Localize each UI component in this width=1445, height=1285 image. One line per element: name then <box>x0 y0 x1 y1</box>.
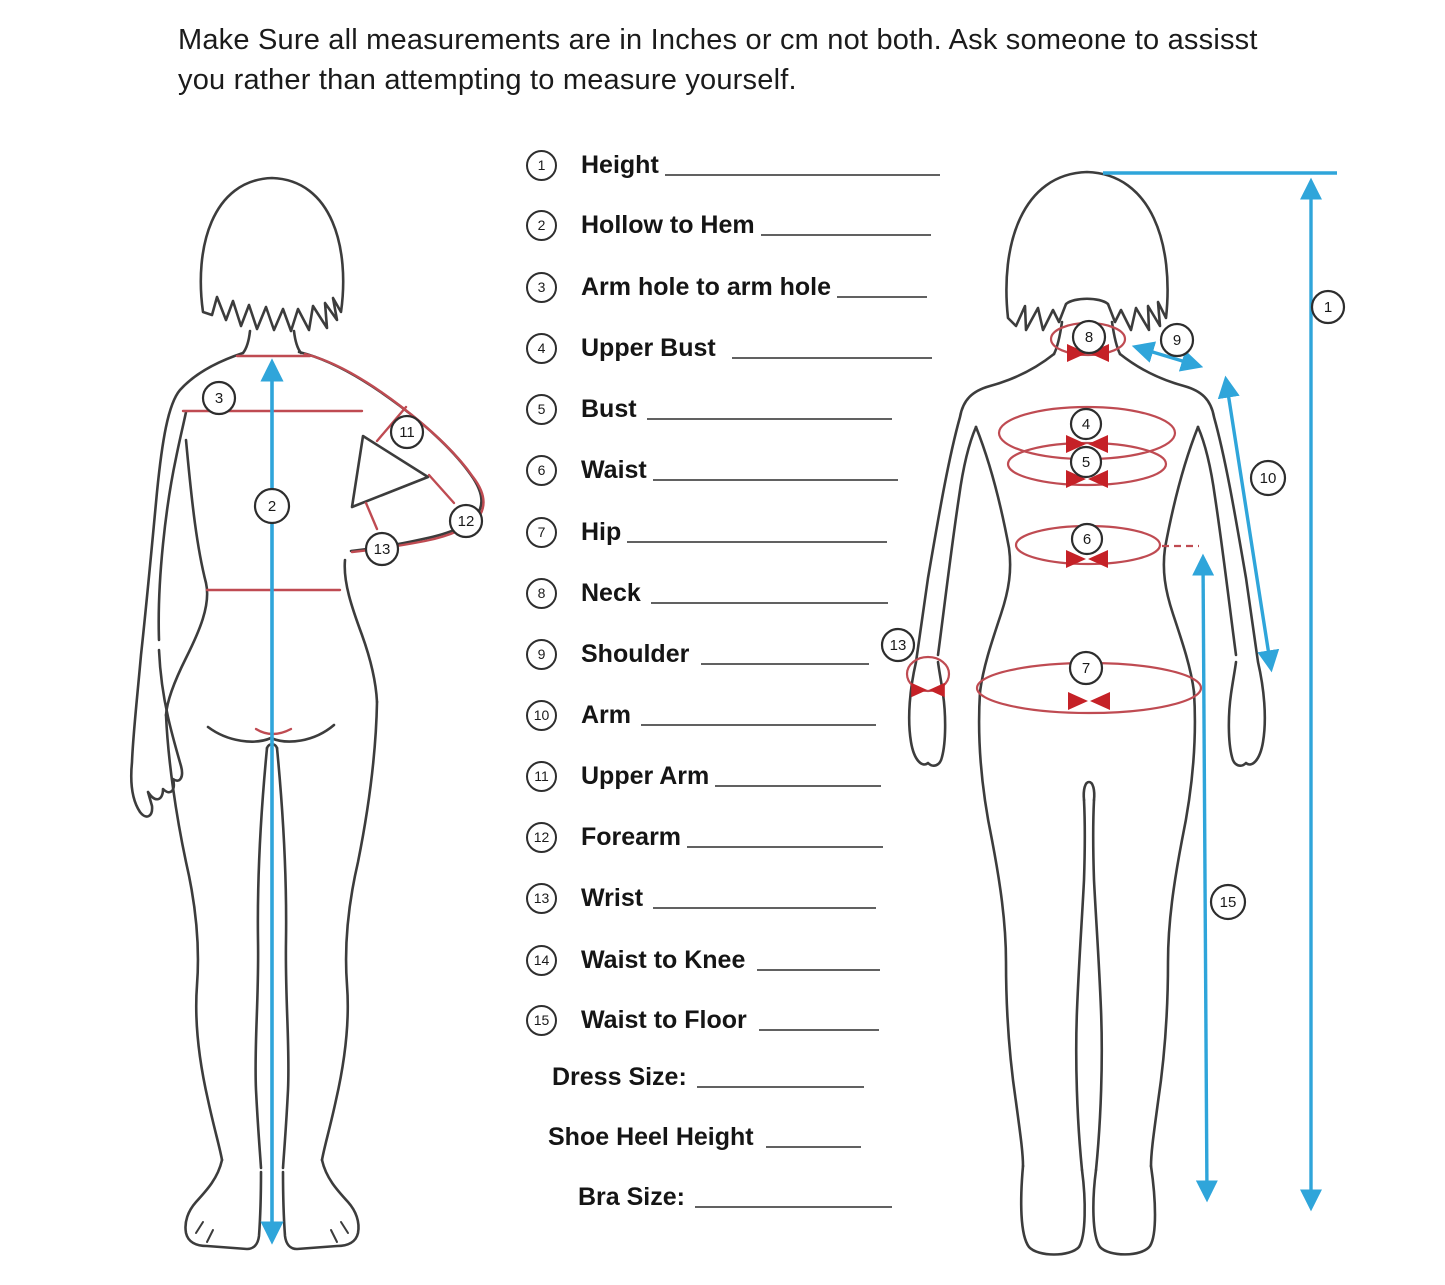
marker-wrist-13-front <box>882 629 914 661</box>
number-badge <box>526 822 557 853</box>
number-badge <box>526 700 557 731</box>
badge-number: 7 <box>537 524 546 540</box>
shoe-heel-height-label: Shoe Heel Height <box>548 1122 754 1151</box>
wrist-line <box>366 503 377 529</box>
measurement-row-bust <box>526 392 892 426</box>
front-tape-ellipses <box>907 323 1201 713</box>
marker-number: 15 <box>1219 894 1237 911</box>
badge-number: 15 <box>533 1012 550 1028</box>
number-badge <box>526 517 557 548</box>
marker-number: 5 <box>1081 454 1091 471</box>
instructions-text: Make Sure all measurements are in Inches or cm not both. Ask someone to assisst you rather than attempting to measure yourself. <box>178 24 1258 97</box>
marker-number: 6 <box>1082 531 1092 548</box>
bra-size-label: Bra Size: <box>578 1182 685 1211</box>
number-badge <box>526 639 557 670</box>
fill-in-line <box>766 1146 861 1148</box>
measurement-label: Hollow to Hem <box>581 210 755 239</box>
measurement-label: Arm <box>581 700 632 729</box>
number-badge <box>526 883 557 914</box>
fill-in-line <box>732 357 932 359</box>
measurement-label: Neck <box>581 578 641 607</box>
measurement-row-neck <box>526 576 888 610</box>
measurement-row-waist-to-floor <box>526 1003 879 1037</box>
fill-in-line <box>641 724 876 726</box>
marker-upper-bust-4 <box>1071 409 1101 439</box>
marker-number: 2 <box>267 498 277 515</box>
marker-forearm-12 <box>450 505 482 537</box>
measurement-label: Wrist <box>581 883 644 912</box>
measurement-row-height <box>526 148 940 182</box>
bra-size-row <box>578 1180 892 1214</box>
measurement-label: Waist to Knee <box>581 945 746 974</box>
marker-number: 11 <box>399 424 415 441</box>
marker-waist-to-floor-15 <box>1211 885 1245 919</box>
number-badge <box>526 272 557 303</box>
measurement-label: Waist to Floor <box>581 1005 747 1034</box>
shoe-heel-height-row <box>548 1120 861 1154</box>
marker-bust-5 <box>1071 447 1101 477</box>
marker-number: 3 <box>214 390 224 407</box>
fill-in-line <box>653 479 898 481</box>
measurement-row-forearm <box>526 820 883 854</box>
badge-number: 10 <box>533 707 550 723</box>
number-badge <box>526 578 557 609</box>
measurement-row-waist <box>526 453 898 487</box>
number-badge <box>526 210 557 241</box>
badge-number: 13 <box>533 890 550 906</box>
dress-size-label: Dress Size: <box>552 1062 687 1091</box>
marker-shoulder-9 <box>1161 324 1193 356</box>
marker-number: 10 <box>1259 470 1277 487</box>
badge-number: 2 <box>537 217 546 233</box>
waist-to-floor-arrow <box>1203 558 1207 1198</box>
number-badge <box>526 150 557 181</box>
marker-hip-7 <box>1070 652 1102 684</box>
marker-neck-8 <box>1073 321 1105 353</box>
measurement-label: Arm hole to arm hole <box>581 272 832 301</box>
badge-number: 6 <box>537 462 546 478</box>
marker-waist-6 <box>1072 524 1102 554</box>
measurement-row-hollow-to-hem <box>526 208 931 242</box>
measurement-label: Shoulder <box>581 639 690 668</box>
measurement-row-arm <box>526 698 876 732</box>
number-badge <box>526 1005 557 1036</box>
fill-in-line <box>647 418 892 420</box>
dress-size-row <box>552 1060 864 1094</box>
badge-number: 4 <box>537 340 546 356</box>
marker-number: 12 <box>457 513 475 530</box>
marker-number: 8 <box>1084 329 1094 346</box>
marker-upper-arm-11 <box>391 416 423 448</box>
badge-number: 8 <box>537 585 546 601</box>
marker-number: 7 <box>1081 660 1091 677</box>
measurement-label: Upper Bust <box>581 333 716 362</box>
marker-armhole-3 <box>203 382 235 414</box>
number-badge <box>526 394 557 425</box>
measurement-row-shoulder <box>526 637 869 671</box>
back-hair <box>201 178 343 331</box>
number-badge <box>526 761 557 792</box>
fill-in-line <box>837 296 927 298</box>
measurement-label: Hip <box>581 517 622 546</box>
measurement-row-hip <box>526 515 887 549</box>
fill-in-line <box>627 541 887 543</box>
marker-arm-10 <box>1251 461 1285 495</box>
fill-in-line <box>761 234 931 236</box>
measurement-label: Waist <box>581 455 647 484</box>
fill-in-line <box>701 663 869 665</box>
marker-number: 13 <box>889 637 907 654</box>
badge-number: 3 <box>537 279 546 295</box>
back-view-figure <box>131 178 481 1249</box>
marker-number: 13 <box>373 541 391 558</box>
badge-number: 12 <box>533 829 550 845</box>
marker-wrist-13-back <box>366 533 398 565</box>
marker-height-1 <box>1312 291 1344 323</box>
number-badge <box>526 455 557 486</box>
measurement-label: Upper Arm <box>581 761 710 790</box>
measurement-row-waist-to-knee <box>526 943 880 977</box>
marker-number: 4 <box>1081 416 1091 433</box>
fill-in-line <box>651 602 888 604</box>
marker-number: 9 <box>1172 332 1182 349</box>
badge-number: 5 <box>537 401 546 417</box>
measurement-label: Height <box>581 150 659 179</box>
badge-number: 9 <box>537 646 546 662</box>
forearm-line <box>429 475 454 503</box>
fill-in-line <box>697 1086 864 1088</box>
marker-number: 1 <box>1323 299 1333 316</box>
measurement-row-upper-bust <box>526 331 932 365</box>
badge-number: 1 <box>537 157 546 173</box>
front-blue-arrows <box>1103 173 1337 1207</box>
measurement-row-wrist <box>526 881 876 915</box>
badge-number: 14 <box>533 952 550 968</box>
marker-hollow-to-hem-2 <box>255 489 289 523</box>
fill-in-line <box>653 907 876 909</box>
measurement-row-armhole <box>526 270 927 304</box>
measurement-label: Forearm <box>581 822 682 851</box>
number-badge <box>526 333 557 364</box>
badge-number: 11 <box>534 768 549 784</box>
fill-in-line <box>715 785 881 787</box>
measurement-label: Bust <box>581 394 637 423</box>
fill-in-line <box>665 174 940 176</box>
fill-in-line <box>695 1206 892 1208</box>
fill-in-line <box>757 969 880 971</box>
fill-in-line <box>687 846 883 848</box>
fill-in-line <box>759 1029 879 1031</box>
front-hair <box>1006 172 1167 330</box>
measurement-row-upper-arm <box>526 759 881 793</box>
number-badge <box>526 945 557 976</box>
